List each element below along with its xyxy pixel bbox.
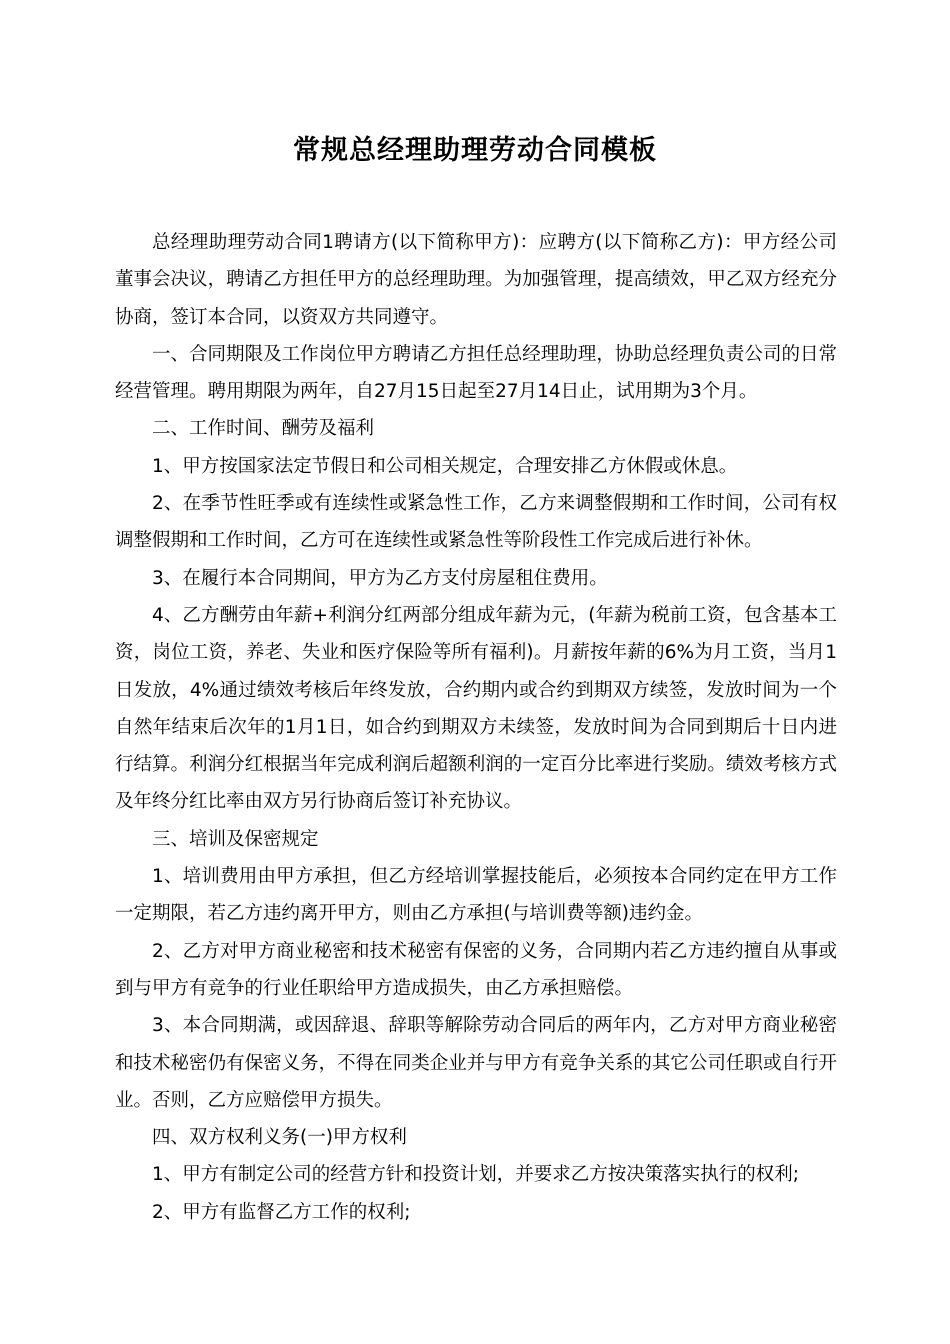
paragraph-section-1: 一、合同期限及工作岗位甲方聘请乙方担任总经理助理，协助总经理负责公司的日常经营管理。聘用期限为两年，自27月15日起至27月14日止，试用期为3个月。: [115, 343, 837, 403]
paragraph-2-4: 4、乙方酬劳由年薪+利润分红两部分组成年薪为元，(年薪为税前工资，包含基本工资，岗位工资，养老、失业和医疗保险等所有福利)。月薪按年薪的6%为月工资，当月1日发放，4%通过绩效考核后年终发放，合约期内或合约到期双方续签，发放时间为一个自然年结束后次年的1月1日，如合约到期双方未续签，发放时间为合同到期后十日内进行结算。利润分红根据当年完成利润后超额利润的一定百分比率进行奖励。绩效考核方式及年终分红比率由双方另行协商后签订补充协议。: [115, 604, 837, 813]
paragraph-4-1: 1、甲方有制定公司的经营方针和投资计划，并要求乙方按决策落实执行的权利;: [152, 1164, 800, 1186]
paragraph-3-1: 1、培训费用由甲方承担，但乙方经培训掌握技能后，必须按本合同约定在甲方工作一定期限，若乙方违约离开甲方，则由乙方承担(与培训费等额)违约金。: [115, 866, 837, 925]
section-heading-2: 二、工作时间、酬劳及福利: [152, 418, 375, 440]
document-body: [115, 224, 837, 1231]
paragraph-3-3: 3、本合同期满，或因辞退、辞职等解除劳动合同后的两年内，乙方对甲方商业秘密和技术秘密仍有保密义务，不得在同类企业并与甲方有竞争关系的其它公司任职或自行开业。否则，乙方应赔偿甲方损失。: [115, 1015, 837, 1111]
paragraph-2-2: 2、在季节性旺季或有连续性或紧急性工作，乙方来调整假期和工作时间，公司有权调整假期和工作时间，乙方可在连续性或紧急性等阶段性工作完成后进行补休。: [115, 493, 837, 552]
paragraph-2-3: 3、在履行本合同期间，甲方为乙方支付房屋租住费用。: [152, 567, 608, 589]
section-heading-4: 四、双方权利义务(一)甲方权利: [152, 1127, 407, 1149]
document-title: 常规总经理助理劳动合同模板: [293, 135, 657, 166]
paragraph-3-2: 2、乙方对甲方商业秘密和技术秘密有保密的义务，合同期内若乙方违约擅自从事或到与甲方有竞争的行业任职给甲方造成损失，由乙方承担赔偿。: [115, 940, 837, 999]
paragraph-intro: 总经理助理劳动合同1聘请方(以下简称甲方)：应聘方(以下简称乙方)：甲方经公司董事会决议，聘请乙方担任甲方的总经理助理。为加强管理，提高绩效，甲乙双方经充分协商，签订本合同，以资双方共同遵守。: [115, 232, 837, 328]
section-heading-3: 三、培训及保密规定: [152, 828, 319, 850]
paragraph-4-2: 2、甲方有监督乙方工作的权利;: [152, 1201, 411, 1223]
paragraph-2-1: 1、甲方按国家法定节假日和公司相关规定，合理安排乙方休假或休息。: [152, 455, 738, 477]
